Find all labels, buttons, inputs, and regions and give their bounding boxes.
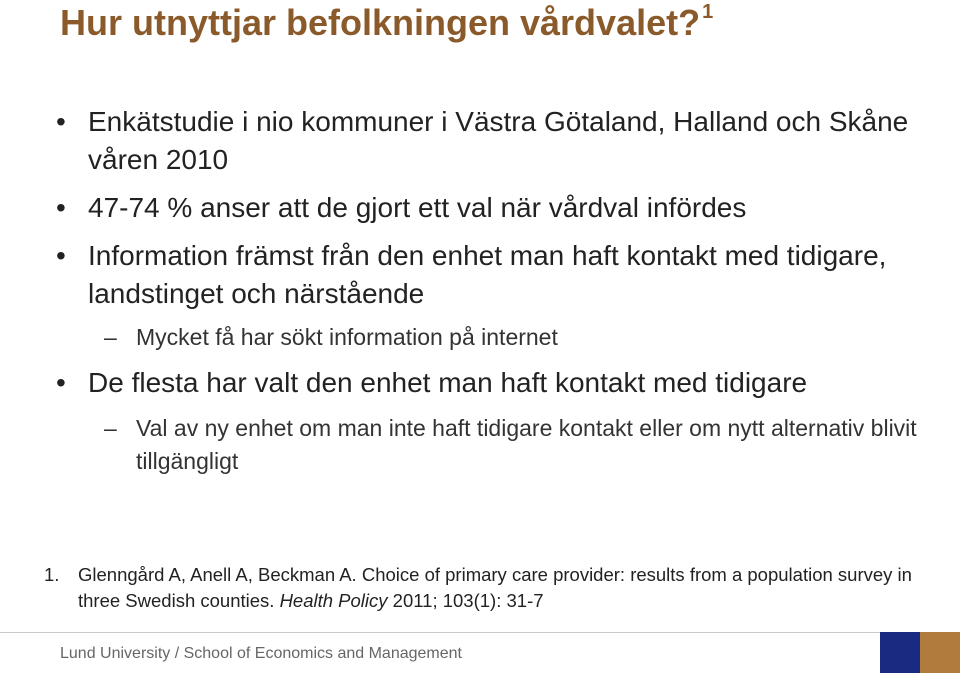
dash-icon: – [104,324,117,350]
slide-content [0,103,960,478]
reference-item [44,562,944,614]
bullet-dot-icon: • [56,240,66,271]
bullet-item [0,189,960,227]
references [44,562,944,614]
bullet-item [0,364,960,402]
bullet-text: Information främst från den enhet man haft kontakt med tidigare, landstinget och närstående [88,240,887,309]
bullet-dot-icon: • [56,106,66,137]
title-footnote-marker: 1 [702,1,714,23]
footer-blue-square-icon [880,632,920,673]
footer-institution: Lund University / School of Economics and Management [60,645,462,662]
reference-text: Glenngård A, Anell A, Beckman A. Choice of primary care provider: results from a population survey in three Swedish counties. [78,564,912,611]
bullet-text: Enkätstudie i nio kommuner i Västra Götaland, Halland och Skåne våren 2010 [88,106,909,175]
bullet-dot-icon: • [56,367,66,398]
bullet-dot-icon: • [56,192,66,223]
bullet-text: De flesta har valt den enhet man haft kontakt med tidigare [88,367,808,398]
footer-divider [0,632,880,633]
reference-number: 1. [44,564,60,585]
sub-bullet-item [0,412,960,478]
slide-title-text: Hur utnyttjar befolkningen vårdvalet? [60,2,701,43]
dash-icon: – [104,415,117,441]
bullet-item [0,103,960,179]
sub-bullet-text: Mycket få har sökt information på internet [136,324,558,350]
slide-title [60,2,713,44]
bullet-text: 47-74 % anser att de gjort ett val när vårdval infördes [88,192,747,223]
reference-details: 2011; 103(1): 31-7 [387,590,544,611]
sub-bullet-text: Val av ny enhet om man inte haft tidigare kontakt eller om nytt alternativ blivit tillgängligt [136,415,917,474]
reference-journal: Health Policy [279,590,388,611]
footer-brown-square-icon [920,632,960,673]
bullet-item [0,237,960,313]
sub-bullet-item [0,321,960,354]
